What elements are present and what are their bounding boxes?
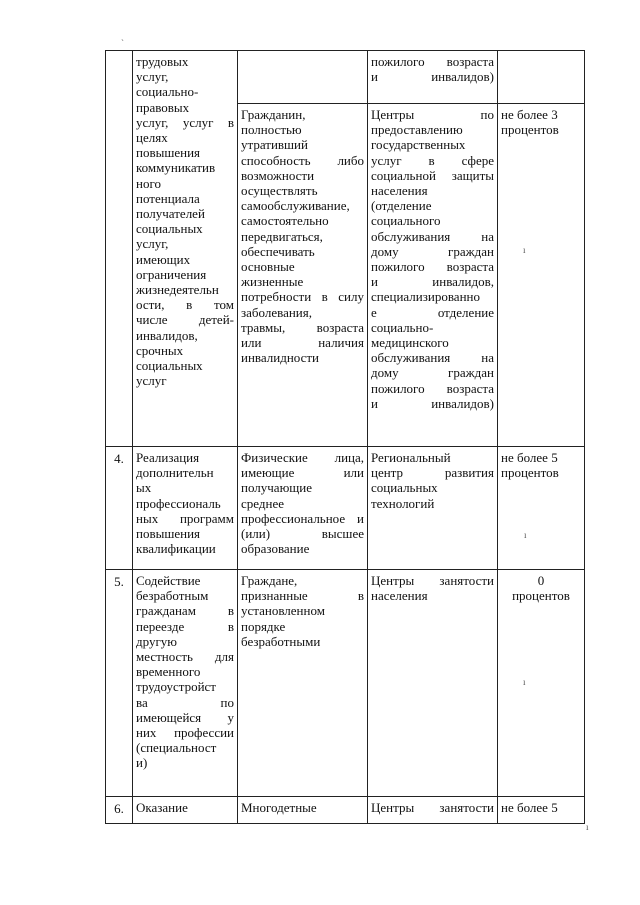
text-line: повышения xyxy=(136,526,201,542)
text-line: услуг xyxy=(136,373,167,389)
text-line: предоставлению xyxy=(371,122,463,138)
scan-mark: ı xyxy=(524,530,527,540)
text-line: (отделение xyxy=(371,198,432,214)
text-line: установленном xyxy=(241,603,325,619)
service-name-cell xyxy=(133,51,238,447)
text-line: ости, в том xyxy=(136,297,234,313)
text-line: них профессии xyxy=(136,725,234,741)
text-line: получателей xyxy=(136,206,205,222)
text-line: населения xyxy=(371,588,428,604)
text-line: Гражданин, xyxy=(241,107,306,122)
text-line: дому граждан xyxy=(371,365,494,381)
text-line: и) xyxy=(136,755,148,771)
percent-unit: процентов xyxy=(512,588,570,604)
scan-mark: ı xyxy=(523,245,526,255)
text-line: ных программ xyxy=(136,510,234,526)
text-line: или наличия xyxy=(241,335,364,351)
text-line: имеющейся у xyxy=(136,709,234,725)
text-line: правовых xyxy=(136,99,190,115)
text-line: Региональный xyxy=(371,450,451,465)
text-line: (специальност xyxy=(136,740,217,756)
text-line: жизненные xyxy=(241,274,304,290)
text-line: способность либо xyxy=(241,152,364,168)
text-line: квалификации xyxy=(136,541,216,557)
text-line: порядке xyxy=(241,618,286,634)
text-line: инвалидности xyxy=(241,350,320,366)
table-row-5 xyxy=(106,570,585,797)
text-line: безработным xyxy=(136,588,209,604)
text-line: Оказание xyxy=(136,800,188,815)
percent-cell: не более 5 процентов xyxy=(498,447,585,570)
text-line: ых xyxy=(136,480,152,496)
text-line: дополнительн xyxy=(136,465,214,481)
percent-value: 0 xyxy=(537,573,545,588)
text-line: Реализация xyxy=(136,450,200,465)
text-line: образование xyxy=(241,541,310,557)
text-line: ва по xyxy=(136,694,234,710)
recipients-cell xyxy=(238,104,368,447)
text-line: гражданам в xyxy=(136,603,234,619)
table-row-continuation-a xyxy=(106,51,585,104)
text-line: центр развития xyxy=(371,465,494,481)
text-line: полностью xyxy=(241,122,302,138)
text-line: обеспечивать xyxy=(241,243,315,259)
scan-mark: ı xyxy=(523,677,526,687)
service-name-cell xyxy=(133,797,238,824)
text-line: Центры занятости xyxy=(371,800,494,815)
text-line: социальных xyxy=(371,480,438,496)
text-line: и инвалидов, xyxy=(371,274,494,290)
scan-mark: ı xyxy=(586,822,589,832)
text-line: социальных xyxy=(136,221,203,237)
text-line: имеющих xyxy=(136,251,191,267)
text-line: Содействие xyxy=(136,573,201,588)
text-line: технологий xyxy=(371,495,435,511)
service-lines xyxy=(136,54,234,388)
text-line: профессиональ xyxy=(136,495,221,511)
text-line: социальной защиты xyxy=(371,167,494,183)
text-line: обслуживания на xyxy=(371,350,494,366)
text-line: пожилого возраста xyxy=(371,259,494,275)
text-line: осуществлять xyxy=(241,183,318,199)
text-line: потенциала xyxy=(136,190,200,206)
text-line: услуг в сфере xyxy=(371,152,494,168)
percent-cell: не более 3 процентов xyxy=(498,104,585,447)
provider-cell xyxy=(368,447,498,570)
text-line: социально- xyxy=(136,84,199,100)
row-number: 5. xyxy=(106,570,133,797)
percent-cell: не более 5 xyxy=(498,797,585,824)
text-line: инвалидов, xyxy=(136,327,198,343)
text-line: обслуживания на xyxy=(371,228,494,244)
text-line: ограничения xyxy=(136,266,207,282)
text-line: утративший xyxy=(241,137,308,153)
text-line: е отделение xyxy=(371,304,494,320)
text-line: целях xyxy=(136,130,168,146)
text-line: жизнедеятельн xyxy=(136,282,219,298)
text-line: государственных xyxy=(371,137,466,153)
text-line: пожилого возраста xyxy=(371,54,494,69)
text-line: специализированно xyxy=(371,289,480,305)
text-line: Центры занятости xyxy=(371,573,494,588)
text-line: дому граждан xyxy=(371,243,494,259)
text-line: среднее xyxy=(241,495,284,511)
text-line: основные xyxy=(241,259,295,275)
services-table xyxy=(105,50,585,824)
percent-cell xyxy=(498,51,585,104)
text-line: трудоустройст xyxy=(136,679,216,695)
provider-cell xyxy=(368,51,498,104)
text-line: населения xyxy=(371,183,428,199)
text-line: ного xyxy=(136,175,161,191)
text-line: медицинского xyxy=(371,335,449,351)
text-line: другую xyxy=(136,633,177,649)
text-line: имеющие или xyxy=(241,465,364,481)
text-line: социально- xyxy=(371,319,434,335)
provider-cell xyxy=(368,104,498,447)
table-row-6 xyxy=(106,797,585,824)
text-line: безработными xyxy=(241,633,321,649)
text-line: повышения xyxy=(136,145,201,161)
text-line: срочных xyxy=(136,342,184,358)
provider-cell xyxy=(368,570,498,797)
percent-cell xyxy=(498,570,585,797)
text-line: и инвалидов) xyxy=(371,69,494,85)
text-line: трудовых xyxy=(136,54,189,69)
row-number: 4. xyxy=(106,447,133,570)
text-line: получающие xyxy=(241,480,313,496)
text-line: коммуникатив xyxy=(136,160,216,176)
text-line: социальных xyxy=(136,358,203,374)
text-line: самообслуживание, xyxy=(241,198,350,214)
text-line: услуг, xyxy=(136,69,169,85)
text-line: Граждане, xyxy=(241,573,298,588)
text-line: профессиональное и xyxy=(241,510,364,526)
recipients-cell xyxy=(238,51,368,104)
text-line: потребности в силу xyxy=(241,289,364,305)
recipients-cell xyxy=(238,570,368,797)
service-name-cell xyxy=(133,570,238,797)
text-line: и инвалидов) xyxy=(371,395,494,411)
text-line: услуг, услуг в xyxy=(136,114,234,130)
text-line: возможности xyxy=(241,167,315,183)
table-row-4 xyxy=(106,447,585,570)
text-line: услуг, xyxy=(136,236,169,252)
provider-cell xyxy=(368,797,498,824)
text-line: числе детей- xyxy=(136,312,234,328)
text-line: заболевания, xyxy=(241,304,312,320)
row-number: 6. xyxy=(106,797,133,824)
text-line: пожилого возраста xyxy=(371,380,494,396)
text-line: передвигаться, xyxy=(241,228,323,244)
text-line: Многодетные xyxy=(241,800,317,815)
recipients-cell xyxy=(238,447,368,570)
recipients-cell xyxy=(238,797,368,824)
text-line: местность для xyxy=(136,649,234,665)
text-line: самостоятельно xyxy=(241,213,329,229)
service-name-cell xyxy=(133,447,238,570)
text-line: признанные в xyxy=(241,588,364,604)
text-line: временного xyxy=(136,664,201,680)
scan-mark: ` xyxy=(121,38,124,48)
text-line: Центры по xyxy=(371,107,494,122)
text-line: травмы, возраста xyxy=(241,319,364,335)
row-number xyxy=(106,51,133,447)
text-line: социального xyxy=(371,213,441,229)
text-line: переезде в xyxy=(136,618,234,634)
text-line: (или) высшее xyxy=(241,526,364,542)
text-line: Физические лица, xyxy=(241,450,364,465)
